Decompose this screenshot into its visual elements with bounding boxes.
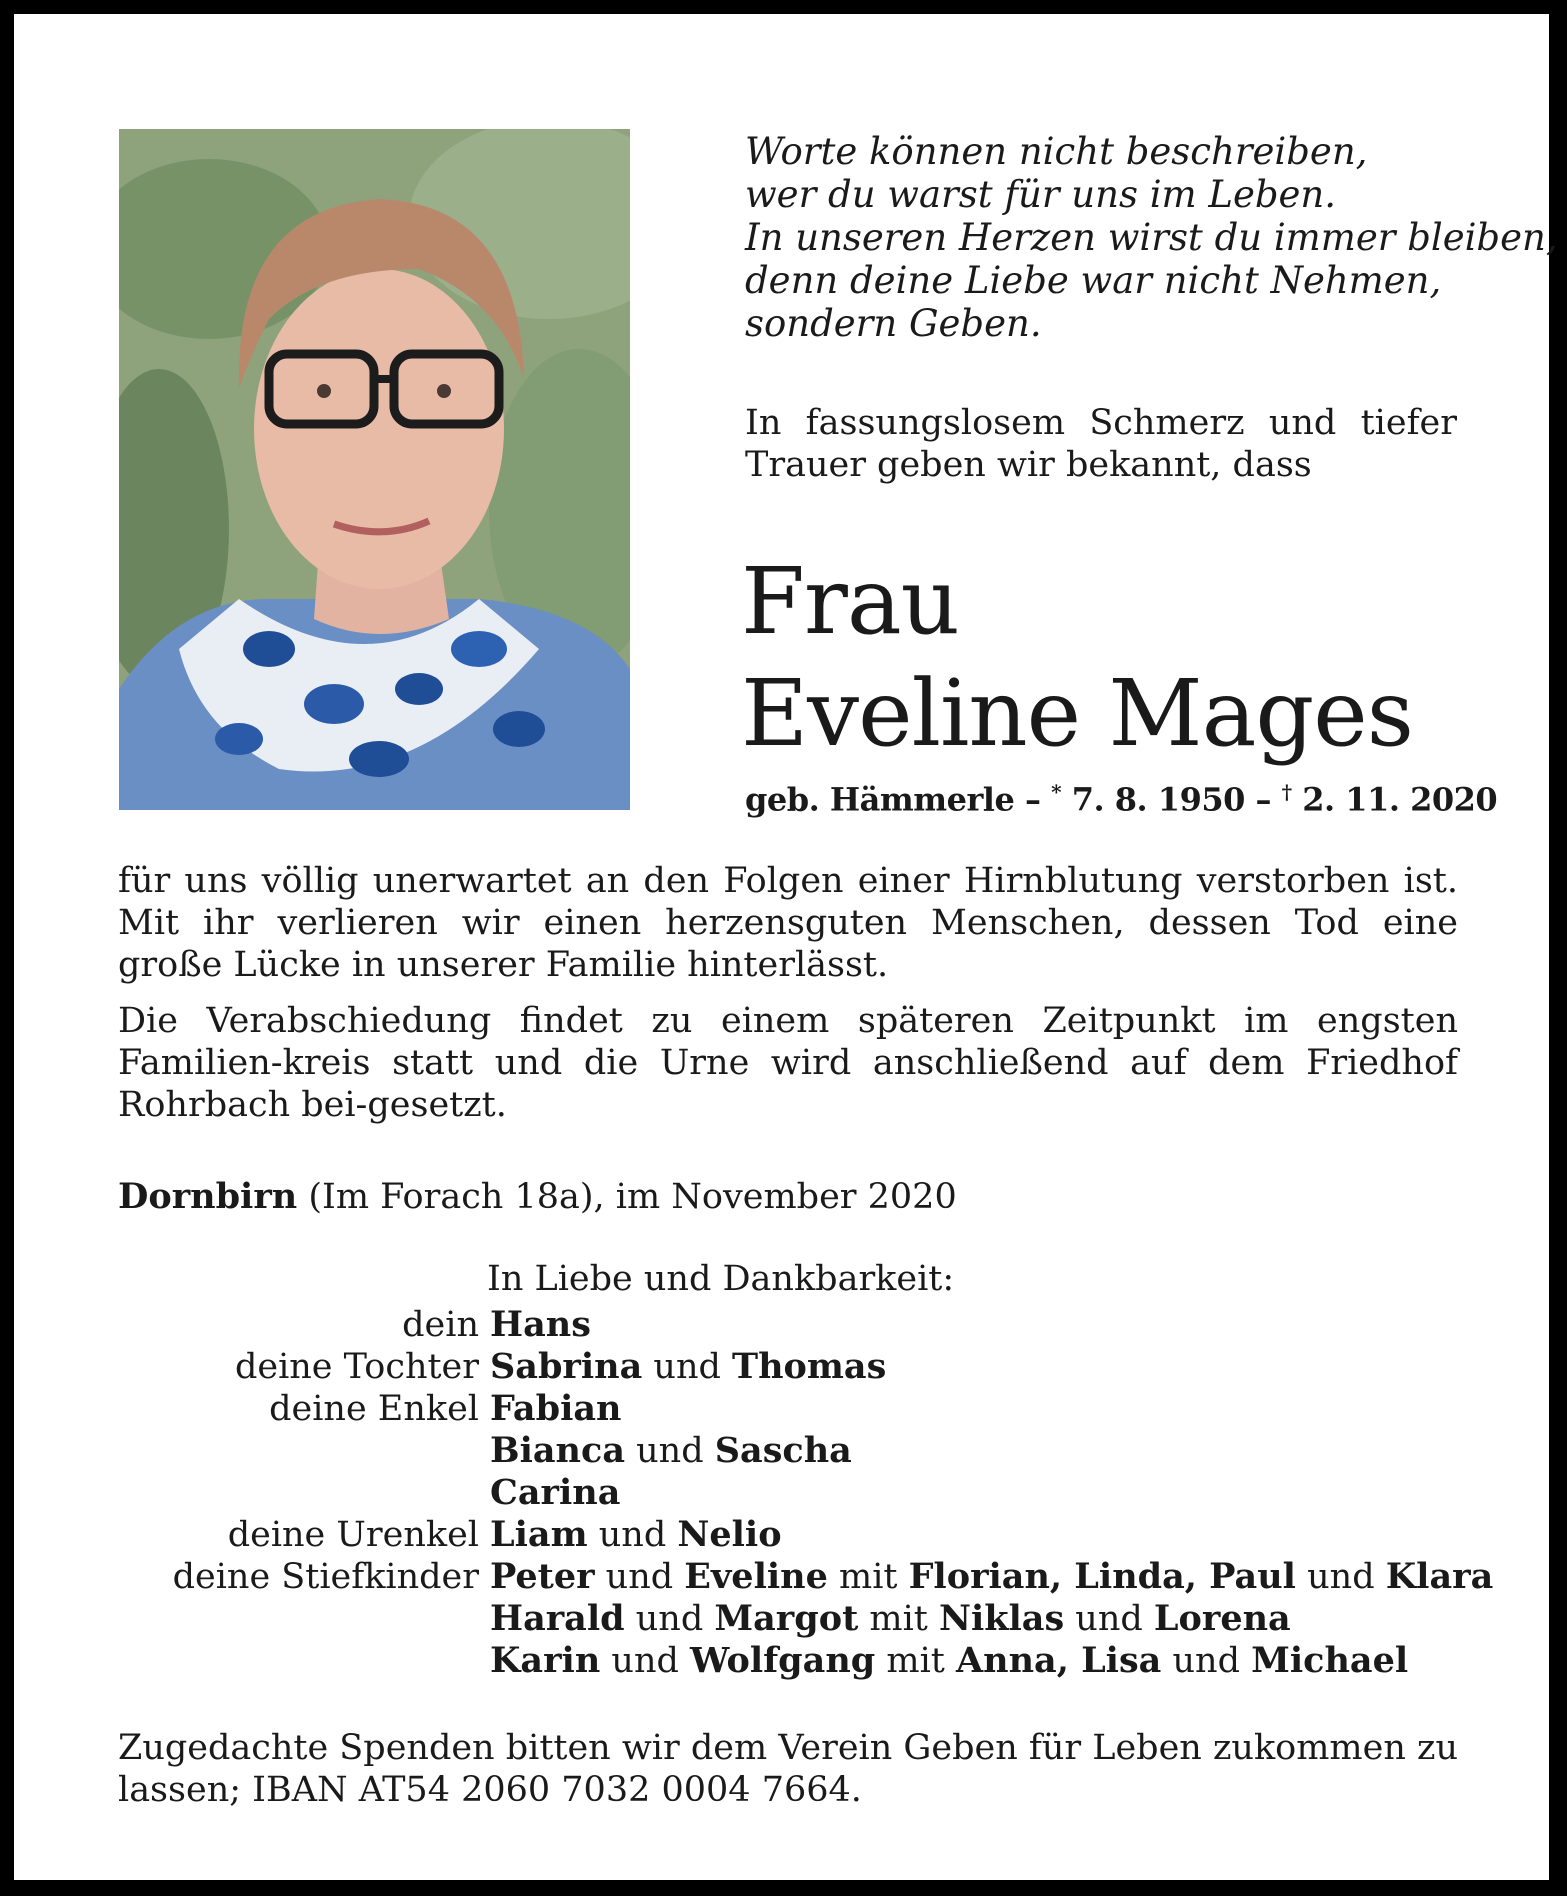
family-row: [118, 1640, 1518, 1682]
connector: mit: [875, 1641, 956, 1681]
birth-date: 7. 8. 1950: [1061, 780, 1245, 819]
family-name: Harald: [490, 1598, 625, 1639]
relation-label: [118, 1640, 490, 1682]
poem-line: In unseren Herzen wirst du immer bleiben,: [745, 216, 1558, 259]
family-name: Liam: [490, 1514, 588, 1555]
connector: und: [624, 1599, 715, 1639]
relation-label: [118, 1472, 490, 1514]
born-mark: *: [1051, 780, 1062, 804]
donation-note: Zugedachte Spenden bitten wir dem Verein Geben für Leben zukommen zu lassen; IBAN AT54 2060 7032 0004 7664.: [118, 1728, 1458, 1810]
family-name: Klara: [1385, 1556, 1494, 1597]
family-name: Wolfgang: [690, 1640, 876, 1681]
death-date: 2. 11. 2020: [1291, 780, 1498, 819]
poem-line: sondern Geben.: [745, 302, 1042, 345]
connector: und: [625, 1431, 715, 1471]
family-name: Anna, Lisa: [955, 1640, 1162, 1681]
family-name: Lorena: [1153, 1598, 1291, 1639]
family-row: [118, 1388, 1518, 1430]
place-address: (Im Forach 18a), im November 2020: [297, 1177, 957, 1217]
family-name: Margot: [714, 1598, 859, 1639]
connector: und: [1295, 1557, 1386, 1597]
relation-label: dein: [402, 1305, 479, 1345]
family-name: Sabrina: [490, 1346, 643, 1387]
relation-label: deine Urenkel: [227, 1515, 479, 1555]
portrait-illustration: [119, 129, 630, 810]
paragraph-cause: für uns völlig unerwartet an den Folgen einer Hirnblutung verstorben ist. Mit ihr verlieren wir einen herzensguten Menschen, dessen Tod eine große Lücke in unserer Familie hinterlässt.: [118, 861, 1458, 985]
connector: mit: [827, 1557, 909, 1597]
connector: und: [587, 1515, 678, 1555]
family-row: [118, 1472, 1518, 1514]
poem-line: Worte können nicht beschreiben,: [745, 130, 1368, 173]
name-full: Eveline Mages: [741, 660, 1413, 767]
connector: und: [642, 1347, 733, 1387]
family-name: Carina: [490, 1472, 621, 1513]
poem: [745, 130, 1558, 345]
family-name: Thomas: [732, 1346, 887, 1387]
separator: –: [1014, 780, 1052, 819]
portrait-photo: [119, 129, 630, 810]
family-name: Peter: [490, 1556, 595, 1597]
family-name: Fabian: [490, 1388, 622, 1429]
family-list: [118, 1304, 1518, 1682]
separator: –: [1244, 780, 1282, 819]
family-row: [118, 1346, 1518, 1388]
family-row: [118, 1514, 1518, 1556]
maiden-name: geb. Hämmerle: [745, 780, 1015, 819]
family-name: Michael: [1251, 1640, 1409, 1681]
family-name: Eveline: [684, 1556, 828, 1597]
connector: und: [1161, 1641, 1252, 1681]
poem-line: wer du warst für uns im Leben.: [745, 173, 1337, 216]
family-name: Nelio: [677, 1514, 782, 1555]
connector: und: [600, 1641, 691, 1681]
announcement-body: [118, 860, 1458, 1140]
connector: und: [594, 1557, 685, 1597]
signoff: In Liebe und Dankbarkeit:: [487, 1259, 955, 1299]
family-row: [118, 1598, 1518, 1640]
relation-label: [118, 1598, 490, 1640]
family-name: Sascha: [714, 1430, 852, 1471]
deceased-name: [741, 546, 1413, 770]
family-name: Florian, Linda, Paul: [908, 1556, 1296, 1597]
connector: mit: [858, 1599, 939, 1639]
died-mark: †: [1281, 780, 1292, 804]
family-row: [118, 1556, 1518, 1598]
family-name: Karin: [490, 1640, 601, 1681]
relation-label: deine Stiefkinder: [172, 1557, 479, 1597]
relation-label: [118, 1430, 490, 1472]
paragraph-farewell: Die Verabschiedung findet zu einem späteren Zeitpunkt im engsten Familien-kreis statt und die Urne wird anschließend auf dem Friedhof Rohrbach bei-gesetzt.: [118, 1001, 1458, 1125]
intro-text: In fassungslosem Schmerz und tiefer Trauer geben wir bekannt, dass: [745, 403, 1457, 485]
obituary-page: [14, 14, 1558, 1880]
relation-label: deine Tochter: [234, 1347, 479, 1387]
family-name: Niklas: [938, 1598, 1065, 1639]
connector: und: [1064, 1599, 1154, 1639]
family-row: [118, 1304, 1518, 1346]
relation-label: deine Enkel: [269, 1389, 479, 1429]
poem-line: denn deine Liebe war nicht Nehmen,: [745, 259, 1442, 302]
name-title: Frau: [741, 548, 959, 655]
family-name: Bianca: [490, 1430, 625, 1471]
birth-death-line: [745, 780, 1497, 819]
place-city: Dornbirn: [118, 1176, 298, 1217]
family-row: [118, 1430, 1518, 1472]
place-date: [118, 1176, 957, 1217]
family-name: Hans: [490, 1304, 591, 1345]
